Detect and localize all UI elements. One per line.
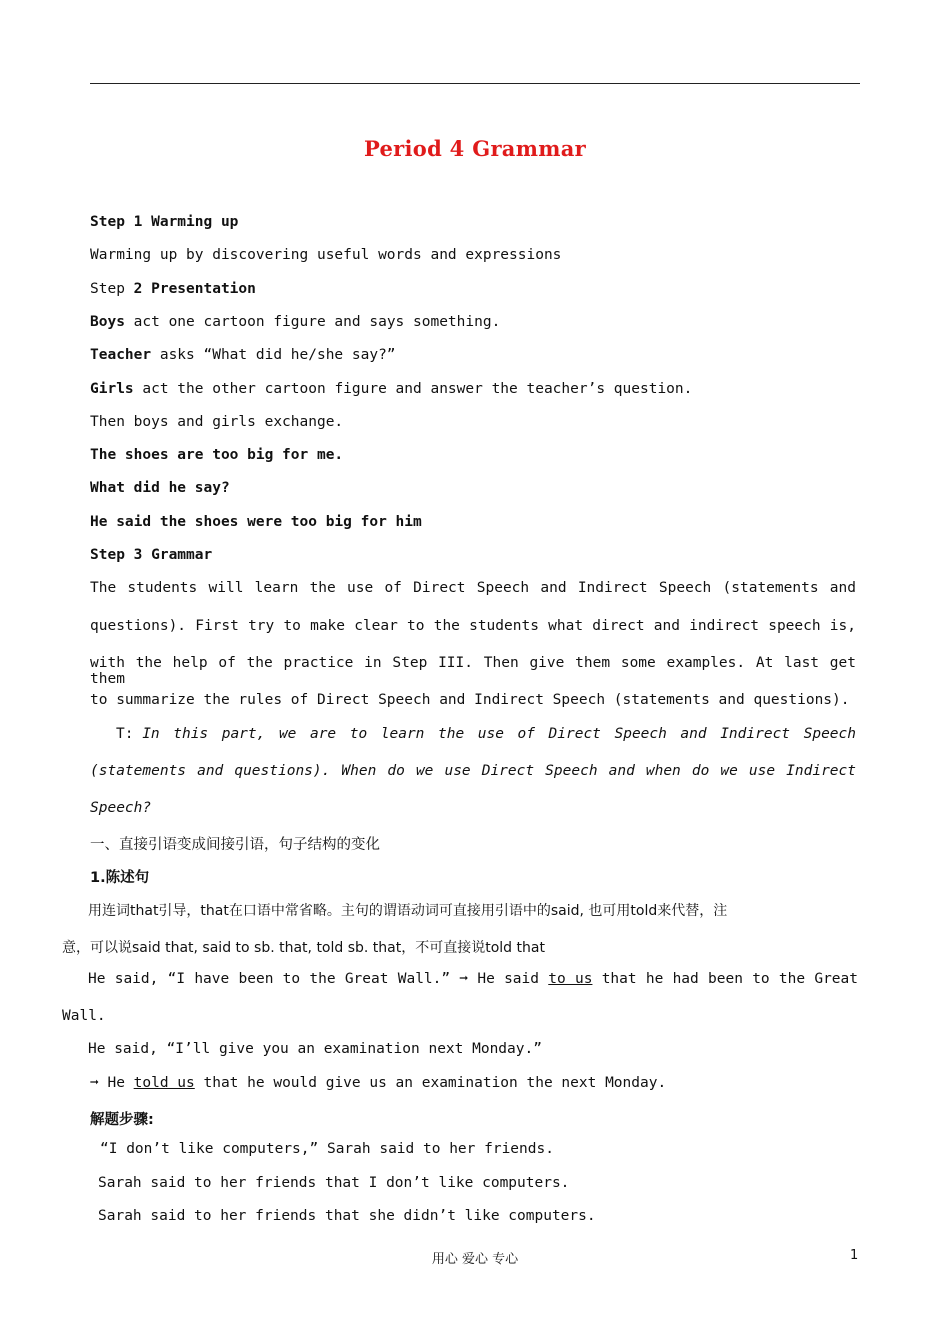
step2-prefix: Step bbox=[90, 281, 134, 297]
teacher-label: Teacher bbox=[90, 347, 152, 363]
teacher-line bbox=[90, 347, 396, 363]
ex2-rest: that he would give us an examination the next Monday. bbox=[194, 1075, 667, 1091]
ex1-b: that he had been to the Great bbox=[592, 971, 858, 987]
example2-direct: He said, “I’ll give you an examination next Monday.” bbox=[88, 1041, 542, 1057]
teacher-question-line1 bbox=[116, 726, 856, 742]
section-one-heading: 一、直接引语变成间接引语，句子结构的变化 bbox=[90, 837, 380, 853]
t-line3: Speech? bbox=[90, 800, 152, 816]
ex1-underline: to us bbox=[548, 971, 593, 987]
example1-line bbox=[88, 971, 858, 987]
example-sentence-1: The shoes are too big for me. bbox=[90, 447, 344, 463]
t-line1: In this part, we are to learn the use of Direct Speech and Indirect Speech bbox=[142, 726, 856, 742]
page-number: 1 bbox=[850, 1248, 859, 1263]
solve-step-2: Sarah said to her friends that I don’t like computers. bbox=[98, 1175, 570, 1191]
example-sentence-2: What did he say? bbox=[90, 480, 230, 496]
step2-heading bbox=[90, 281, 256, 297]
example1-continuation: Wall. bbox=[62, 1008, 106, 1024]
rule-line1: 用连词that引导，that在口语中常省略。主句的谓语动词可直接用引语中的said, 也可用told来代替，注 bbox=[88, 903, 728, 919]
para1-line3: with the help of the practice in Step III. Then give them some examples. At last get them bbox=[90, 655, 856, 687]
example-sentence-3: He said the shoes were too big for him bbox=[90, 514, 422, 530]
subsection-statements: 1.陈述句 bbox=[90, 870, 150, 886]
t-label: T: bbox=[116, 726, 143, 742]
girls-line bbox=[90, 381, 692, 397]
ex1-a: He said, “I have been to the Great Wall.” ➞ He said bbox=[88, 971, 549, 987]
ex2-underline: told us bbox=[133, 1075, 195, 1091]
step1-text: Warming up by discovering useful words and expressions bbox=[90, 247, 562, 263]
para1-line4: to summarize the rules of Direct Speech and Indirect Speech (statements and questions). bbox=[90, 692, 850, 708]
step1-heading: Step 1 Warming up bbox=[90, 214, 239, 230]
step2-title: 2 Presentation bbox=[133, 281, 256, 297]
boys-label: Boys bbox=[90, 314, 125, 330]
steps-heading: 解题步骤: bbox=[90, 1112, 154, 1128]
boys-text: act one cartoon figure and says something. bbox=[124, 314, 501, 330]
teacher-text: asks “What did he/she say?” bbox=[151, 347, 396, 363]
step3-heading: Step 3 Grammar bbox=[90, 547, 213, 563]
girls-label: Girls bbox=[90, 381, 134, 397]
example2-indirect bbox=[90, 1075, 666, 1091]
exchange-text: Then boys and girls exchange. bbox=[90, 414, 344, 430]
para1-line2: questions). First try to make clear to the students what direct and indirect speech is, bbox=[90, 618, 856, 634]
rule-line2: 意，可以说said that, said to sb. that, told sb. that，不可直接说told that bbox=[62, 940, 545, 956]
solve-step-3: Sarah said to her friends that she didn’t like computers. bbox=[98, 1208, 596, 1224]
solve-step-1: “I don’t like computers,” Sarah said to her friends. bbox=[100, 1141, 554, 1157]
boys-line bbox=[90, 314, 500, 330]
page-title: Period 4 Grammar bbox=[363, 136, 587, 161]
page-footer: 用心 爱心 专心 bbox=[431, 1252, 519, 1267]
girls-text: act the other cartoon figure and answer the teacher’s question. bbox=[133, 381, 693, 397]
para1-line1: The students will learn the use of Direct Speech and Indirect Speech (statements and bbox=[90, 580, 856, 596]
header-rule bbox=[90, 83, 860, 84]
ex2-arrow-part: ➞ He bbox=[90, 1075, 134, 1091]
t-line2: (statements and questions). When do we use Direct Speech and when do we use Indirect bbox=[90, 763, 856, 779]
